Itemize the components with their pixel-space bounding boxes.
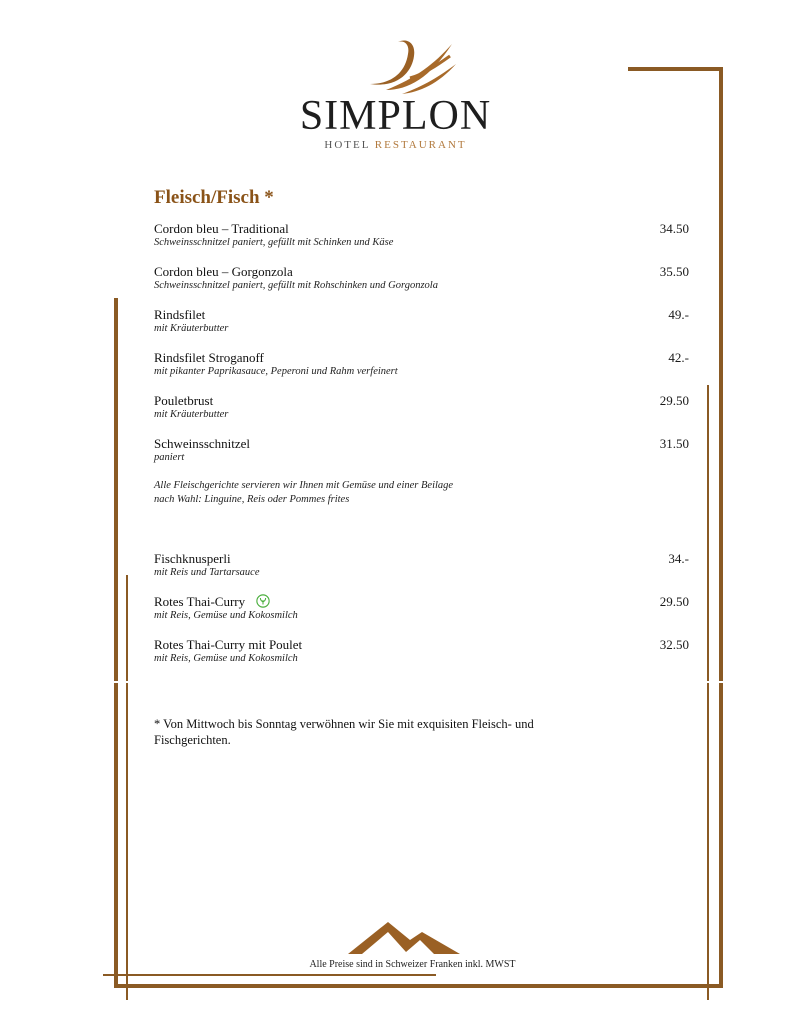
frame-left-inner	[126, 575, 128, 1000]
item-name: Cordon bleu – Traditional	[154, 221, 289, 236]
item-name: Rotes Thai-Curry	[154, 594, 246, 609]
menu-item	[154, 221, 689, 250]
item-description: paniert	[154, 452, 185, 463]
menu-item	[154, 393, 689, 422]
item-price: 42.-	[668, 350, 689, 365]
item-price: 31.50	[659, 436, 689, 451]
price-footer: Alle Preise sind in Schweizer Franken inkl. MWST	[309, 959, 516, 970]
item-description: mit Kräuterbutter	[154, 409, 229, 420]
item-name: Cordon bleu – Gorgonzola	[154, 264, 293, 279]
item-price: 29.50	[659, 594, 689, 609]
wing-logo-icon	[360, 34, 460, 96]
frame-tick-right	[706, 681, 724, 683]
item-name: Fischknusperli	[154, 551, 231, 566]
item-name: Rindsfilet Stroganoff	[154, 350, 264, 365]
side-note	[154, 479, 574, 507]
item-name: Schweinsschnitzel	[154, 436, 251, 451]
item-name: Pouletbrust	[154, 393, 214, 408]
footnote: * Von Mittwoch bis Sonntag verwöhnen wir Sie mit exquisiten Fleisch- und Fischgerichten.	[154, 717, 534, 747]
frame-bottom-outer	[114, 984, 723, 988]
item-description: Schweinsschnitzel paniert, gefüllt mit Rohschinken und Gorgonzola	[154, 280, 438, 291]
item-price: 34.-	[668, 551, 689, 566]
frame-right-outer	[719, 67, 723, 987]
item-name-row	[154, 594, 689, 609]
brand-subtitle	[0, 139, 791, 151]
item-description: mit Kräuterbutter	[154, 323, 229, 334]
mountain-icon	[348, 918, 460, 956]
frame-top-right	[628, 67, 723, 71]
item-price: 29.50	[659, 393, 689, 408]
item-name: Rotes Thai-Curry mit Poulet	[154, 637, 303, 652]
item-description: Schweinsschnitzel paniert, gefüllt mit Schinken und Käse	[154, 237, 394, 248]
item-price: 49.-	[668, 307, 689, 322]
menu-item	[154, 350, 689, 379]
menu-item	[154, 637, 689, 666]
side-note-line: Alle Fleischgerichte servieren wir Ihnen mit Gemüse und einer Beilage	[154, 480, 454, 491]
brand-sub-left: HOTEL	[324, 139, 371, 151]
item-description: mit Reis, Gemüse und Kokosmilch	[154, 653, 298, 664]
vegan-leaf-icon	[256, 594, 270, 608]
item-price: 35.50	[659, 264, 689, 279]
item-price: 34.50	[659, 221, 689, 236]
menu-item	[154, 594, 689, 623]
item-description: mit pikanter Paprikasauce, Peperoni und Rahm verfeinert	[154, 366, 398, 377]
menu-item	[154, 307, 689, 336]
menu-item	[154, 264, 689, 293]
side-note-line: nach Wahl: Linguine, Reis oder Pommes frites	[154, 494, 350, 505]
item-description: mit Reis und Tartarsauce	[154, 567, 260, 578]
frame-bottom-inner	[103, 974, 436, 976]
brand-sub-right: RESTAURANT	[374, 139, 467, 151]
frame-right-inner	[707, 385, 709, 1000]
menu-item	[154, 551, 689, 580]
brand-name: SIMPLON	[299, 93, 492, 139]
menu-item	[154, 436, 689, 465]
item-description: mit Reis, Gemüse und Kokosmilch	[154, 610, 298, 621]
frame-tick-left	[113, 681, 129, 683]
frame-left-outer	[114, 298, 118, 988]
item-price: 32.50	[659, 637, 689, 652]
section-title: Fleisch/Fisch *	[154, 187, 274, 208]
item-name: Rindsfilet	[154, 307, 206, 322]
